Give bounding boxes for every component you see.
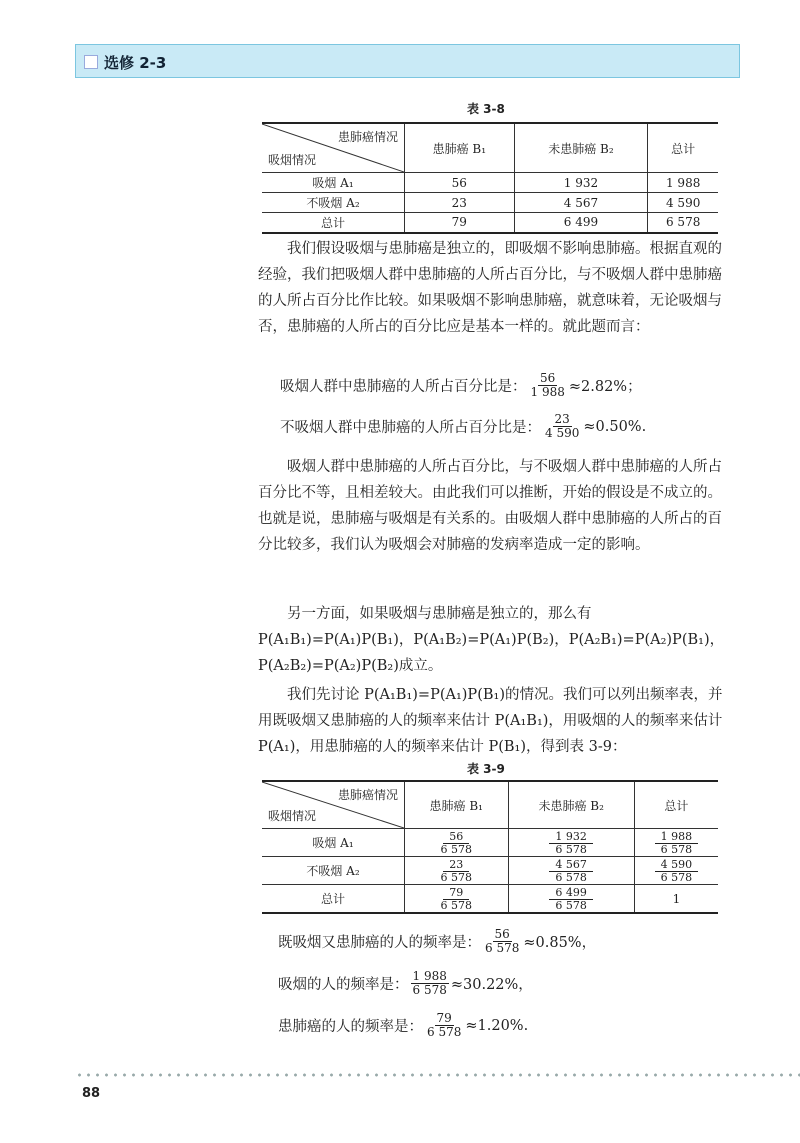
table1-cell: 6 578 (648, 213, 718, 233)
table1-cell: 6 499 (514, 213, 648, 233)
denominator: 4 590 (545, 426, 580, 440)
denominator: 6 578 (440, 843, 472, 856)
table1-row-label: 不吸烟 A₂ (262, 193, 405, 213)
denominator: 6 578 (427, 1025, 462, 1039)
calc-label: 患肺癌的人的频率是： (278, 1019, 423, 1035)
table1-row-label: 总计 (262, 213, 405, 233)
footer-dotted-rule (75, 1073, 800, 1077)
table2-cell: 1 (634, 885, 718, 914)
table2-cell (508, 857, 634, 885)
page-number: 88 (82, 1086, 101, 1101)
cell-fraction (441, 887, 473, 912)
calc-result: ≈2.82%； (568, 379, 642, 395)
numerator: 1 932 (549, 831, 593, 844)
calc-label: 吸烟人群中患肺癌的人所占百分比是： (280, 379, 527, 395)
table2-cell (405, 857, 509, 885)
table2-col-1: 患肺癌 B₁ (405, 781, 509, 829)
table2-caption: 表 3-9 (467, 762, 505, 776)
table2-row-label: 吸烟 A₁ (262, 829, 405, 857)
numerator: 4 567 (549, 859, 593, 872)
table2-cell (634, 857, 718, 885)
fraction (425, 1012, 463, 1039)
calc-freq-cancer (278, 1012, 528, 1039)
paragraph-2: 吸烟人群中患肺癌的人所占百分比，与不吸烟人群中患肺癌的人所占百分比不等，且相差较大。由此我们可以推断，开始的假设是不成立的。也就是说，患肺癌与吸烟是有关系的。由吸烟人群中患肺癌的人所占的百分比较多，我们认为吸烟会对肺癌的发病率造成一定的影响。 (258, 459, 722, 553)
numerator: 1 988 (412, 969, 447, 983)
cell-fraction (441, 859, 473, 884)
table2-col-3: 总计 (634, 781, 718, 829)
table1-cell: 4 590 (648, 193, 718, 213)
table1-row-label: 吸烟 A₁ (262, 173, 405, 193)
numerator: 4 590 (655, 859, 699, 872)
fraction (543, 413, 581, 440)
numerator: 79 (443, 887, 469, 900)
calc-result: ≈0.50%. (583, 418, 647, 435)
table1-col-2: 未患肺癌 B₂ (514, 123, 648, 173)
denominator: 6 578 (440, 871, 472, 884)
fraction (483, 928, 521, 955)
table2-col-header: 患肺癌情况 (337, 788, 398, 802)
numerator: 6 499 (549, 887, 593, 900)
table1-cell: 56 (405, 173, 515, 193)
paragraph-4: 我们先讨论 P(A₁B₁)=P(A₁)P(B₁)的情况。我们可以列出频率表，并用既吸烟又患肺癌的人的频率来估计 P(A₁B₁)，用吸烟的人的频率来估计 P(A₁)，用患肺癌的人的频率来估计 P(B₁)，得到表 3-9： (258, 687, 723, 755)
calc-label: 既吸烟又患肺癌的人的频率是： (278, 935, 481, 951)
table2-cell (508, 829, 634, 857)
header-title: 选修 2-3 (104, 54, 167, 72)
cell-fraction (655, 859, 699, 884)
denominator: 6 578 (555, 871, 587, 884)
paragraph-1: 我们假设吸烟与患肺癌是独立的，即吸烟不影响患肺癌。根据直观的经验，我们把吸烟人群中患肺癌的人所占百分比，与不吸烟人群中患肺癌的人所占百分比作比较。如果吸烟不影响患肺癌，就意味着，无论吸烟与否，患肺癌的人所占的百分比应是基本一样的。就此题而言： (258, 241, 722, 335)
cell-fraction (655, 831, 699, 856)
cell-fraction (441, 831, 473, 856)
denominator: 6 578 (485, 941, 520, 955)
table1-col-3: 总计 (648, 123, 718, 173)
denominator: 6 578 (555, 899, 587, 912)
table2-col-2: 未患肺癌 B₂ (508, 781, 634, 829)
calc-smokers (280, 372, 642, 399)
numerator: 56 (540, 371, 556, 385)
table1-col-1: 患肺癌 B₁ (405, 123, 515, 173)
table2-cell (405, 885, 509, 914)
table1-corner (262, 123, 405, 173)
table1-cell: 1 932 (514, 173, 648, 193)
numerator: 56 (494, 927, 510, 941)
denominator: 6 578 (660, 871, 693, 884)
table1-row-header: 吸烟情况 (268, 153, 317, 167)
cell-fraction (549, 831, 593, 856)
table1-caption: 表 3-8 (467, 102, 505, 116)
calc-label: 吸烟的人的频率是： (278, 977, 409, 993)
numerator: 56 (443, 831, 469, 844)
chapter-header (75, 44, 740, 78)
header-square-icon (84, 55, 98, 69)
table1-col-header: 患肺癌情况 (337, 130, 398, 144)
table1-cell: 23 (405, 193, 515, 213)
table1-cell: 79 (405, 213, 515, 233)
table2-cell (634, 829, 718, 857)
cell-fraction (549, 887, 593, 912)
denominator: 6 578 (440, 899, 472, 912)
calc-result: ≈0.85%， (523, 935, 597, 951)
calc-freq-both (278, 928, 596, 955)
numerator: 1 988 (655, 831, 699, 844)
calc-result: ≈1.20%. (465, 1017, 529, 1034)
calc-result: ≈30.22%， (450, 977, 533, 993)
table-3-8 (262, 122, 718, 234)
calc-label: 不吸烟人群中患肺癌的人所占百分比是： (280, 420, 541, 436)
denominator: 1 988 (530, 385, 565, 399)
denominator: 6 578 (412, 983, 447, 997)
denominator: 6 578 (555, 843, 587, 856)
numerator: 23 (443, 859, 469, 872)
table1-cell: 1 988 (648, 173, 718, 193)
cell-fraction (549, 859, 593, 884)
table2-cell (508, 885, 634, 914)
table1-cell: 4 567 (514, 193, 648, 213)
numerator: 23 (554, 412, 570, 426)
table2-corner (262, 781, 405, 829)
table2-cell (405, 829, 509, 857)
paragraph-3: 另一方面，如果吸烟与患肺癌是独立的，那么有 P(A₁B₁)=P(A₁)P(B₁)，P(A₁B₂)=P(A₁)P(B₂)，P(A₂B₁)=P(A₂)P(B₁)，P(A₂B₂)=P(A₂)P(B₂)成立。 (258, 606, 725, 674)
calc-freq-smokers (278, 970, 533, 997)
table-3-9 (262, 780, 718, 914)
table2-row-label: 不吸烟 A₂ (262, 857, 405, 885)
denominator: 6 578 (660, 843, 693, 856)
numerator: 79 (436, 1011, 452, 1025)
table2-row-header: 吸烟情况 (268, 809, 317, 823)
fraction (411, 970, 449, 997)
calc-nonsmokers (280, 413, 646, 440)
table2-row-label: 总计 (262, 885, 405, 914)
fraction (529, 372, 567, 399)
